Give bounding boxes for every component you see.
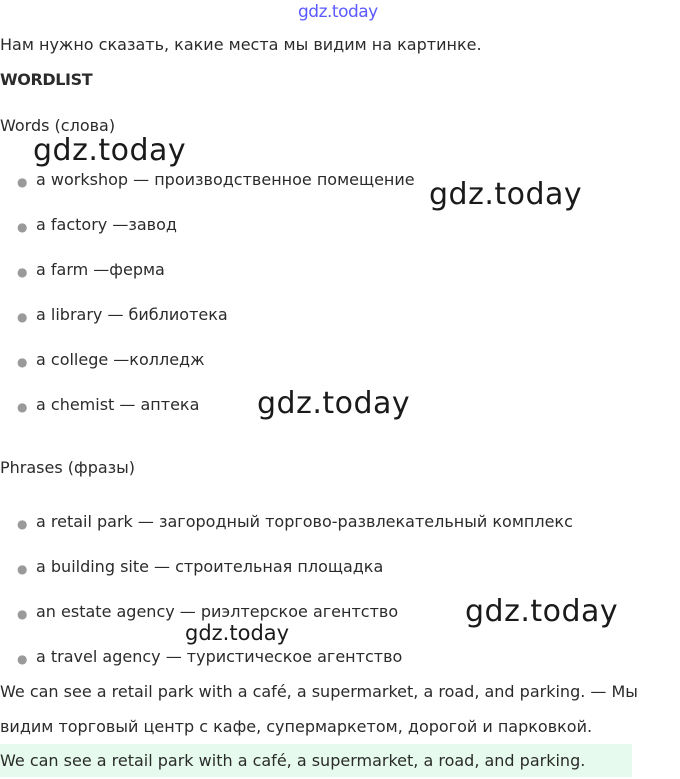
bullet-icon: ● — [17, 310, 28, 324]
sentence-line-2: видим торговый центр с кафе, супермаркетом, дорогой и парковкой. — [0, 717, 593, 736]
bullet-icon: ● — [17, 220, 28, 234]
bullet-icon: ● — [17, 517, 28, 531]
watermark-c: gdz.today — [257, 386, 411, 421]
intro-text: Нам нужно сказать, какие места мы видим на картинке. — [0, 35, 482, 54]
bullet-icon: ● — [17, 607, 28, 621]
bullet-icon: ● — [17, 400, 28, 414]
word-item: a workshop — производственное помещение — [36, 170, 415, 189]
watermark-d: gdz.today — [465, 594, 619, 629]
bullet-icon: ● — [17, 175, 28, 189]
watermark-b: gdz.today — [429, 177, 583, 212]
phrase-item: a travel agency — туристическое агентство — [36, 647, 403, 666]
phrase-item: an estate agency — риэлтерское агентство — [36, 602, 399, 621]
wordlist-heading: WORDLIST — [0, 70, 93, 89]
watermark-e: gdz.today — [185, 621, 290, 645]
word-item: a farm —ферма — [36, 260, 165, 279]
words-heading: Words (слова) — [0, 116, 116, 135]
watermark-top: gdz.today — [298, 2, 378, 22]
phrase-item: a retail park — загородный торгово-развлекательный комплекс — [36, 512, 573, 531]
word-item: a factory —завод — [36, 215, 177, 234]
watermark-a: gdz.today — [33, 133, 187, 168]
bullet-icon: ● — [17, 562, 28, 576]
bullet-icon: ● — [17, 265, 28, 279]
bullet-icon: ● — [17, 652, 28, 666]
bullet-icon: ● — [17, 355, 28, 369]
phrases-heading: Phrases (фразы) — [0, 458, 136, 477]
sentence-line-1: We can see a retail park with a café, a supermarket, a road, and parking. — Мы — [0, 682, 638, 701]
word-item: a chemist — аптека — [36, 395, 200, 414]
phrase-item: a building site — строительная площадка — [36, 557, 384, 576]
word-item: a library — библиотека — [36, 305, 228, 324]
word-item: a college —колледж — [36, 350, 205, 369]
highlighted-sentence: We can see a retail park with a café, a supermarket, a road, and parking. — [0, 751, 586, 770]
